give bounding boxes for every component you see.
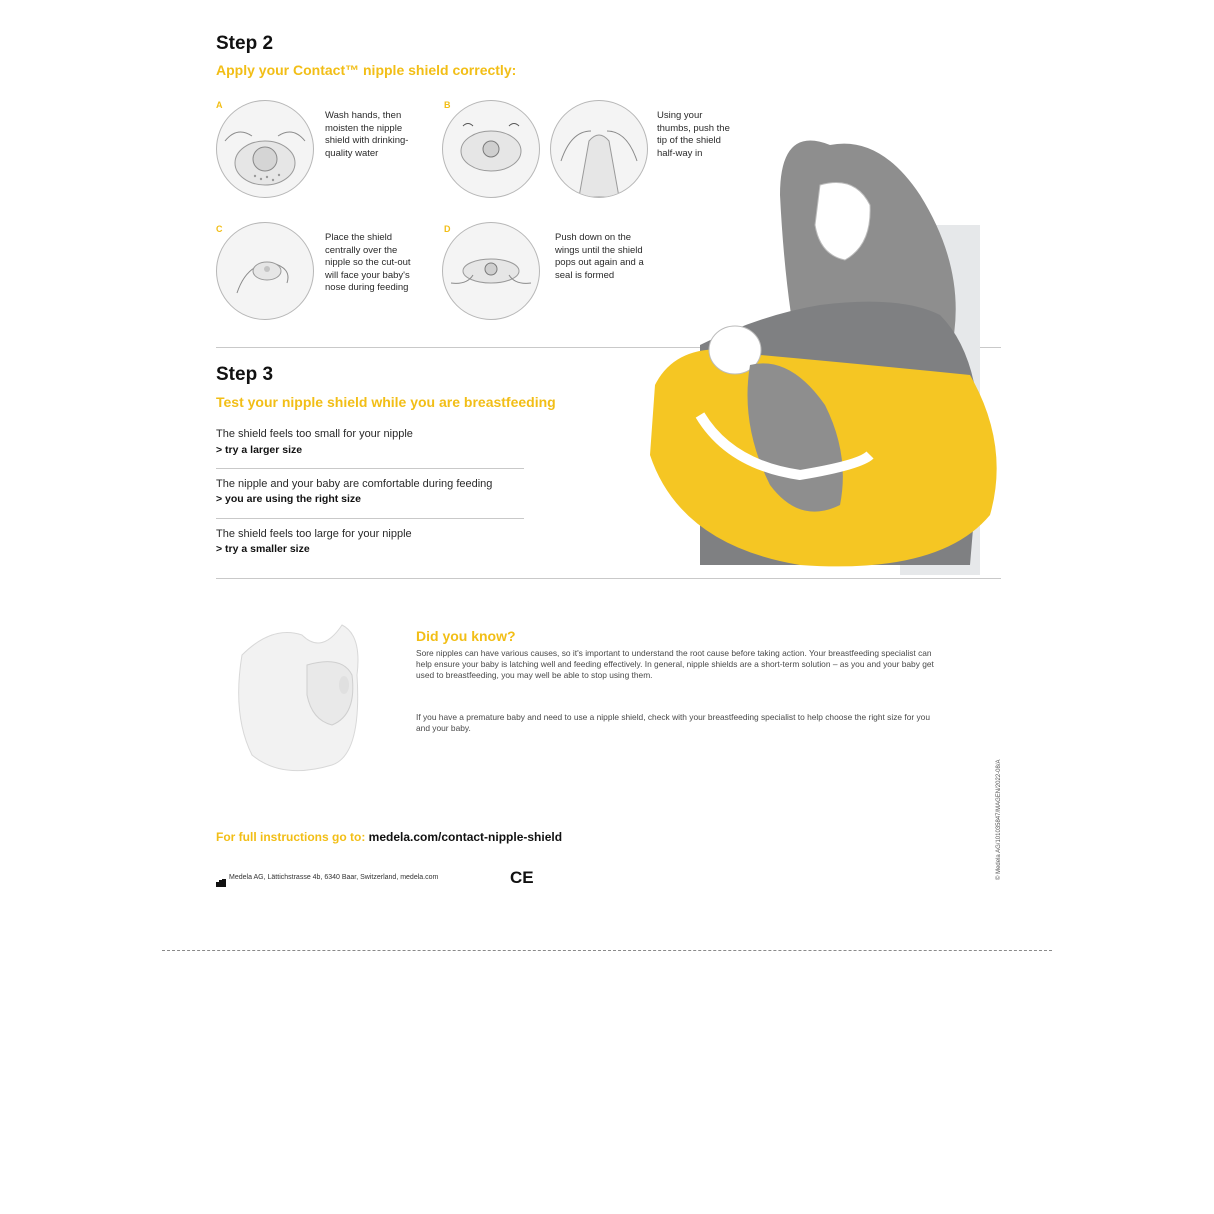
row-divider	[216, 468, 524, 469]
full-instructions-line	[216, 830, 562, 844]
step-letter-b: B	[444, 100, 451, 110]
step3-title: Step 3	[216, 364, 274, 385]
did-you-know-paragraph-2: If you have a premature baby and need to use a nipple shield, check with your breastfeeding specialist to help choose the right size for you and your baby.	[416, 712, 930, 733]
step-letter-c: C	[216, 224, 223, 234]
did-you-know-title: Did you know?	[416, 628, 516, 644]
size-row-1-action: > try a larger size	[216, 444, 303, 456]
size-row-2-text: The nipple and your baby are comfortable during feeding	[216, 478, 493, 490]
size-row-3-text: The shield feels too large for your nipple	[216, 528, 412, 540]
size-row-1-text: The shield feels too small for your nipple	[216, 428, 413, 440]
step-d-text: Push down on the wings until the shield pops out again and a seal is formed	[555, 232, 644, 281]
did-you-know-paragraph-1: Sore nipples can have various causes, so it's important to understand the root cause before taking action. Your breastfeeding specialist can help ensure your baby is latching well and feeding effectively. In general, nipple shields are a short-term solution – as you and your baby get used to breastfeeding, you may well be able to stop using them.	[416, 648, 934, 680]
nipple-shield-product-image	[222, 615, 372, 785]
size-row-3-action: > try a smaller size	[216, 543, 310, 555]
size-row-2-action: > you are using the right size	[216, 493, 361, 505]
step-a-text: Wash hands, then moisten the nipple shield with drinking-quality water	[325, 110, 409, 159]
step3-subtitle: Test your nipple shield while you are breastfeeding	[216, 394, 556, 410]
manufacturer-address: Medela AG, Lättichstrasse 4b, 6340 Baar, Switzerland, medela.com	[229, 874, 439, 881]
instructions-url[interactable]: medela.com/contact-nipple-shield	[368, 830, 563, 844]
row-divider	[216, 518, 524, 519]
section-divider	[216, 578, 1001, 579]
manufacturer-icon	[216, 874, 226, 882]
cut-line	[162, 950, 1052, 951]
step2-title: Step 2	[216, 33, 274, 54]
step2-subtitle: Apply your Contact™ nipple shield correctly:	[216, 62, 517, 78]
wash-hands-illustration	[216, 100, 314, 198]
ce-mark: CE	[510, 868, 534, 887]
step-letter-d: D	[444, 224, 451, 234]
breastfeeding-mother-illustration	[640, 125, 1010, 585]
document-code: © Medela AG/101035847/MAGEN/2022-08/A	[996, 759, 1002, 880]
instructions-prefix: For full instructions go to:	[216, 830, 366, 844]
push-tip-illustration-2	[550, 100, 648, 198]
seal-formed-illustration	[442, 222, 540, 320]
step-letter-a: A	[216, 100, 223, 110]
step-c-text: Place the shield centrally over the nipple so the cut-out will face your baby's nose during feeding	[325, 232, 411, 293]
step-b-text: Using your thumbs, push the tip of the shield half-way in	[657, 110, 730, 159]
push-tip-illustration-1	[442, 100, 540, 198]
place-shield-illustration	[216, 222, 314, 320]
